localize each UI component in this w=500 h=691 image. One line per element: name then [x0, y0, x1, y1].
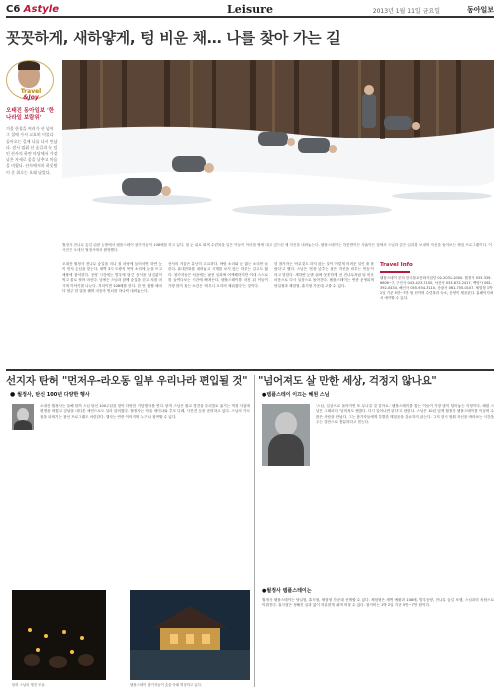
body-column-3	[274, 262, 374, 366]
left-story-subhead-text: 월정사, 탄신 100년 다양한 행사	[17, 392, 90, 398]
right-story-body-2	[262, 598, 494, 686]
badge-label: Travel	[20, 88, 42, 95]
columnist-intro: 겨울 한철을 여러가 산 넘어 그 절에 가서 고요히 머물다 돌아오는 길에 나를 다시 만났다. 잠시 멈춰 선 숲길과 눈 덮인 산사의 하얀 마당에서 가장 낮은 자세로 몸을 낮추고 마음을 비웠다. 산사에서의 하룻밤이 준 위로는 오래 남았다.	[6, 126, 58, 175]
body-text: 오대산 월정사 전나무 숲길을 지나 절 마당에 들어서면 하얀 눈이 먼저 손님을 맞는다. 새벽 3시 도량석 목탁 소리에 눈을 뜨고 예불에 참석한다. 공양 시간에는 발우에 담긴 음식을 남김없이 먹고 물로 씻어 마신다. 낮에는 스님과 함께 숲길을 걷고 차를 마시며 이야기를 나눈다. 저녁이면 108배를 한다. 한 번 절할 때마다 염주 한 알을 꿰며 마음속 번뇌를 하나씩 내려놓는다.	[62, 262, 162, 293]
section-title: Leisure	[227, 3, 273, 16]
brand-logo-suffix: style	[31, 4, 59, 15]
body-column-2	[168, 262, 268, 366]
body-text: 오대산 월정사는 올해 탄허 스님 탄신 100주년을 맞아 다양한 기념행사를 연다. 탄허 스님은 불교 경전을 우리말로 옮기는 역경 사업에 평생을 바쳤고 앞날을 내다본 예언으로도 널리 알려졌다. 월정사는 학술 세미나와 추모 다례, 사진전 등을 준비하고 있다. 스님의 가르침을 되새기는 참선 프로그램도 마련한다. 행사는 연중 이어지며 누구나 참여할 수 있다.	[40, 404, 250, 419]
body-text: 한 참가자는 '아무것도 하지 않는 것이 이렇게 어려운 일인 줄 몰랐다'고 했다. 스님은 '몸을 낮추는 절은 자신을 비우는 연습'이라고 말한다. 새하얀 눈밭 위에 꼿꼿하게 선 전나무처럼 텅 비운 마음으로 다시 일상으로 돌아간다. 템플스테이는 연중 운영되며 당일형과 체험형, 휴식형 가운데 고를 수 있다.	[274, 262, 374, 288]
candle-photo-caption: 탄허 스님의 생전 모습.	[12, 683, 46, 687]
right-story-headline: "넘어져도 살 만한 세상, 걱정지 않나요"	[258, 375, 437, 387]
main-headline: 꼿꼿하게, 새하얗게, 텅 비운 채… 나를 찾아 가는 길	[6, 29, 341, 47]
right-story-subhead	[262, 391, 330, 398]
main-photo-snow-prostration	[62, 60, 494, 240]
candle-meditation-photo	[12, 590, 106, 680]
bullet-icon: ●	[10, 391, 16, 398]
travel-info-tag: Travel Info	[380, 262, 413, 268]
temple-night-photo	[130, 590, 250, 680]
temple-photo-caption: 템플스테이 참가자들이 촛불 아래 명상하고 있다.	[130, 683, 202, 687]
left-story-body	[40, 404, 250, 584]
badge-brand: &Joy	[23, 94, 39, 101]
body-text: 산사의 겨울은 유난히 고요하다. 바람 소리와 눈 밟는 소리만 들린다. 휴대전화를 내려놓고 시계를 보지 않는 하루는 길고도 짧다. 참가자들은 처음에는 낯선 일과에 어색해하지만 이내 스스로를 들여다보는 시간에 빠져든다. 템플스테이를 마친 뒤 이들이 가장 많이 꼽는 소감은 '비우니 오히려 채워졌다'는 것이다.	[168, 262, 268, 288]
travel-info-rule	[380, 271, 410, 273]
section-divider	[6, 369, 494, 371]
right-story-body	[316, 404, 494, 584]
page-number-text: C6	[6, 4, 21, 15]
monk-portrait-photo	[262, 404, 310, 466]
columnist-badge	[6, 60, 56, 102]
columnist-title: 오태진 동아일보 '한나라일 보람위'	[6, 108, 55, 122]
page-header	[6, 2, 494, 18]
bullet-icon: ●	[262, 392, 267, 398]
left-story-subhead	[10, 391, 90, 398]
travel-info-box	[380, 262, 494, 362]
body-column-1	[62, 262, 162, 366]
body-text: '스님, 일상으로 돌아가면 또 무너질 것 같아요.' 템플스테이를 찾는 이들이 가장 많이 털어놓는 걱정이다. 혜원 스님은 그때마다 '넘어져도 괜찮다. 다시 일어나면 된다'고 답한다. 스님은 10년 넘게 월정사 템플스테이를 이끌며 수많은 사람을 만났다. 그는 참가자들에게 특별한 깨달음을 강요하지 않는다. 그저 잠시 멈춰 자신을 바라보는 시간을 주는 것만으로 충분하다고 믿는다.	[316, 404, 494, 425]
main-photo-caption: 월정사 전나무 숲길 뒤편 눈밭에서 템플스테이 참가자들이 108배를 하고 있다. 흰 눈 위로 회색 수련복을 입은 이들이 이마를 땅에 대고 엎드린 채 자신을 내려놓는다. 템플스테이는 하룻밤이든 사흘이든 절에서 스님과 같은 일과를 보내며 자신을 돌아보는 체험 프로그램이다. 이 사진은 오대산 월정사에서 촬영했다.	[62, 243, 492, 253]
bullet-icon: ●	[262, 588, 267, 594]
portrait-robe	[14, 420, 32, 430]
columnist-sidebar	[6, 60, 58, 235]
left-story-headline: 선지자 탄허 "먼저우-라오동 일부 우리나라 편입될 것"	[6, 375, 248, 387]
right-story-subhead-2	[262, 587, 312, 594]
issue-date: 2013년 1월 11일 금요일	[372, 8, 440, 15]
body-text: 월정사 템플스테이는 당일형, 휴식형, 체험형 가운데 선택할 수 있다. 체험형은 새벽 예불과 108배, 발우공양, 전나무 숲길 포행, 스님과의 차담으로 이뤄진다. 휴식형은 정해진 일과 없이 자유롭게 쉬며 머물 수 있다. 참가비는 1박 2일 기준 5만~7만 원이다.	[262, 598, 494, 608]
monk-face	[275, 412, 297, 436]
brand-logo-letter: A	[23, 4, 32, 15]
right-story-subhead-2-text: 월정사 템플스테이는	[266, 588, 312, 594]
monk-robe	[268, 434, 304, 466]
travel-info-text: 템플스테이 문의 한국불교문화사업단 02-2031-2000. 월정사 033-339-6606~7, 구인사 043-423-7100, 낙산사 033-672-2417, 백양사 061-392-0434, 해인사 055-934-3110, 송광사 061-755-0107. 체험형 1박 2일 기준 5만~7만 원 선이며 수련복과 숙소, 공양이 제공된다. 홈페이지에서 예약할 수 있다.	[380, 275, 494, 301]
columnist-hair	[18, 61, 40, 70]
column-divider	[254, 375, 255, 687]
right-story-subhead-text: 템플스테이 이끄는 혜원 스님	[266, 392, 330, 398]
newspaper-name: 동아일보	[466, 6, 494, 14]
tanheo-portrait-photo	[12, 404, 34, 430]
